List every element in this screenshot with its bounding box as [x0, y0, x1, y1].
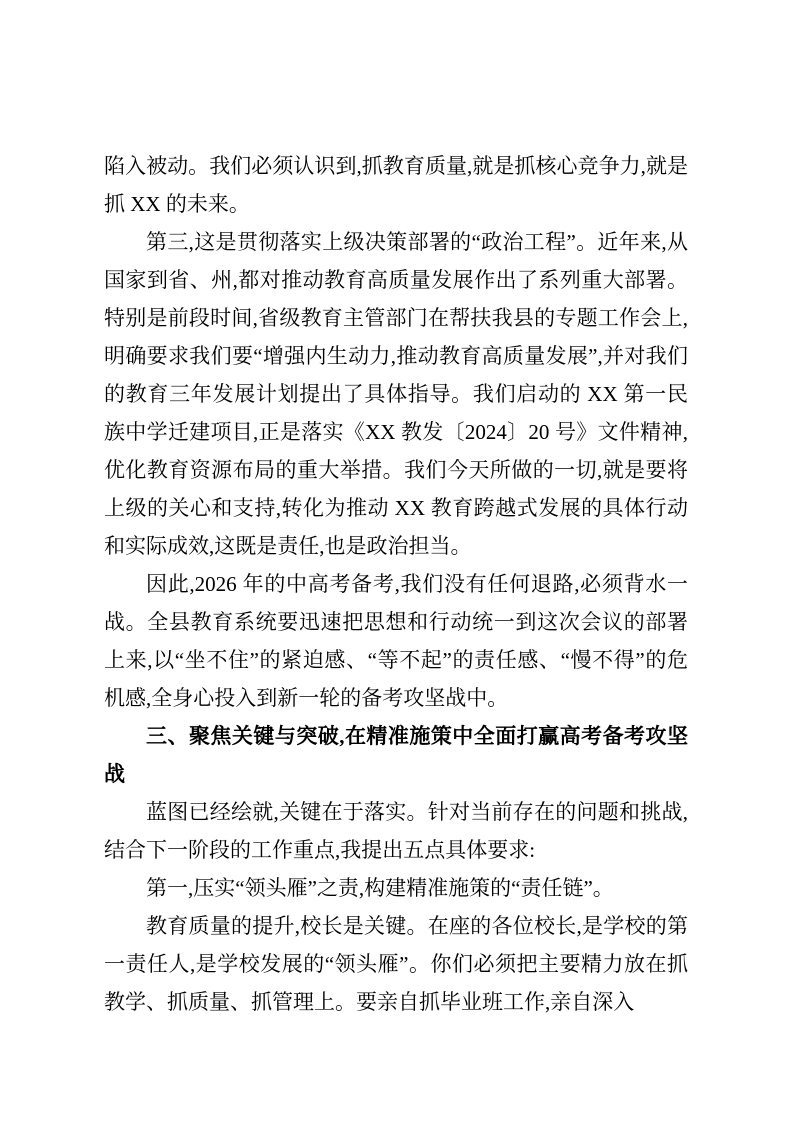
- paragraph-requirement-one: 第一,压实“领头雁”之责,构建精准施策的“责任链”。: [146, 876, 614, 900]
- paragraph-conclusion: 因此,2026 年的中高考备考,我们没有任何退路,必须背水一战。全县教育系统要迅速把思想和行动统一到这次会议的部署上来,以“坐不住”的紧迫感、“等不起”的责任感、“慢不得”的危机感,全身心投入到新一轮的备考攻坚战中。: [104, 572, 688, 710]
- paragraph-blueprint: 蓝图已经绘就,关键在于落实。针对当前存在的问题和挑战,结合下一阶段的工作重点,我提出五点具体要求:: [104, 800, 688, 862]
- paragraph-point-three: 第三,这是贯彻落实上级决策部署的“政治工程”。近年来,从国家到省、州,都对推动教育高质量发展作出了系列重大部署。特别是前段时间,省级教育主管部门在帮扶我县的专题工作会上,明确要求我们要“增强内生动力,推动教育高质量发展”,并对我们的教育三年发展计划提出了具体指导。我们启动的 XX 第一民族中学迁建项目,正是落实《XX 教发〔2024〕20 号》文件精神,优化教育资源布局的重大举措。我们今天所做的一切,就是要将上级的关心和支持,转化为推动 XX 教育跨越式发展的具体行动和实际成效,这既是责任,也是政治担当。: [104, 230, 688, 558]
- section-heading-three: 三、聚焦关键与突破,在精准施策中全面打赢高考备考攻坚战: [104, 724, 688, 786]
- paragraph-continuation: 陷入被动。我们必须认识到,抓教育质量,就是抓核心竞争力,就是抓 XX 的未来。: [104, 154, 688, 216]
- document-body: [104, 147, 688, 1021]
- paragraph-principal-responsibility: 教育质量的提升,校长是关键。在座的各位校长,是学校的第一责任人,是学校发展的“领头雁”。你们必须把主要精力放在抓教学、抓质量、抓管理上。要亲自抓毕业班工作,亲自深入: [104, 914, 688, 1014]
